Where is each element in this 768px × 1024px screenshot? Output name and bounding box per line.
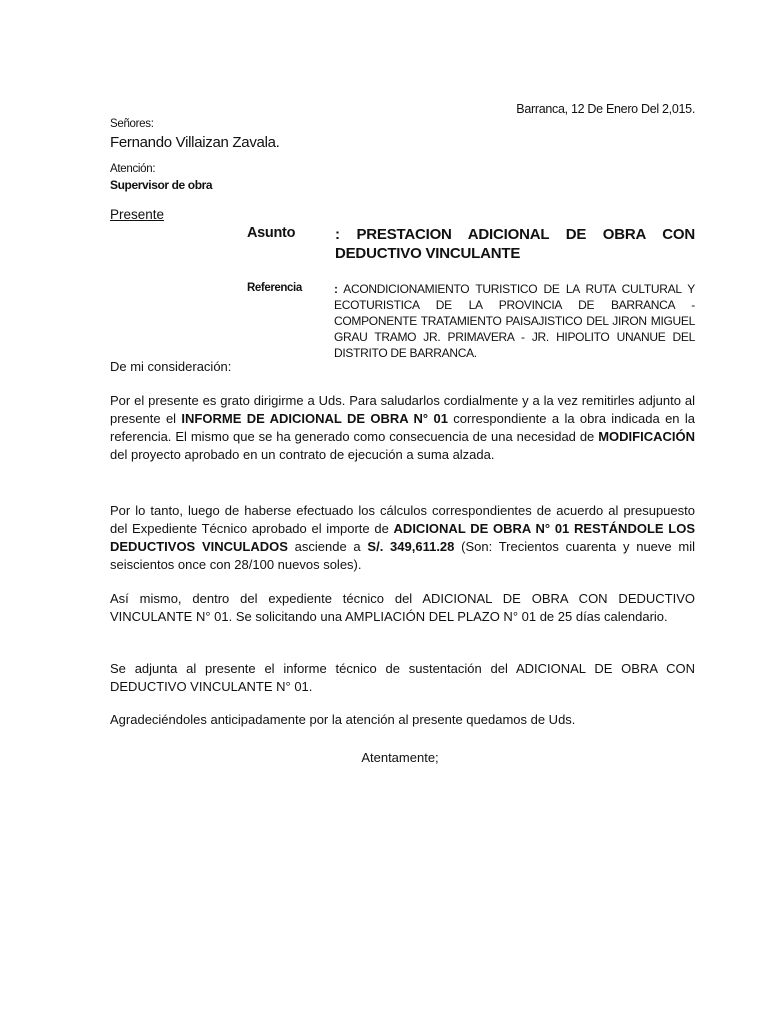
greeting: De mi consideración: bbox=[110, 359, 232, 374]
attention-role: Supervisor de obra bbox=[110, 178, 213, 192]
paragraph-2 bbox=[110, 502, 695, 574]
paragraph-2-bold-adicional: ADICIONAL DE OBRA N° 01 RESTÁNDOLE LOS DEDUCTIVOS VINCULADOS bbox=[110, 521, 695, 554]
paragraph-2-text-e: (Son: Trecientos cuarenta y nueve mil seiscientos once con 28/100 nuevos soles). bbox=[110, 539, 695, 572]
paragraph-5: Agradeciéndoles anticipadamente por la atención al presente quedamos de Uds. bbox=[110, 712, 576, 727]
reference-text: ACONDICIONAMIENTO TURISTICO DE LA RUTA CULTURAL Y ECOTURISTICA DE LA PROVINCIA DE BARRANCA - COMPONENTE TRATAMIENTO PAISAJISTICO DEL JIRON MIGUEL GRAU TRAMO JR. PRIMAVERA - JR. HIPOLITO UNANUE DEL DISTRITO DE BARRANCA. bbox=[334, 282, 696, 360]
salutation-label: Señores: bbox=[110, 118, 154, 130]
paragraph-1-text-c: correspondiente a la obra indicada en la referencia. El mismo que se ha generado como consecuencia de una necesidad de bbox=[110, 411, 695, 444]
subject-text: : PRESTACION ADICIONAL DE OBRA CON DEDUCTIVO VINCULANTE bbox=[335, 226, 695, 262]
paragraph-2-bold-amount: S/. 349,611.28 bbox=[367, 539, 455, 554]
closing-line: Atentamente; bbox=[361, 750, 439, 765]
presente-line: Presente bbox=[110, 207, 165, 222]
paragraph-2-text-a: Por lo tanto, luego de haberse efectuado los cálculos correspondientes de acuerdo al presupuesto del Expediente Técnico aprobado el importe de bbox=[110, 503, 695, 536]
date-line: Barranca, 12 De Enero Del 2,015. bbox=[516, 102, 695, 116]
paragraph-1-text-a: Por el presente es grato dirigirme a Uds. Para saludarlos cordialmente y a la vez remitirles adjunto al presente el bbox=[110, 393, 695, 426]
reference-label: Referencia bbox=[247, 282, 302, 294]
reference-colon: : bbox=[334, 282, 338, 296]
paragraph-1-bold-report: INFORME DE ADICIONAL DE OBRA N° 01 bbox=[181, 411, 448, 426]
paragraph-2-text-c: asciende a bbox=[287, 539, 368, 554]
paragraph-3: Así mismo, dentro del expediente técnico del ADICIONAL DE OBRA CON DEDUCTIVO VINCULANTE N° 01. Se solicitando una AMPLIACIÓN DEL PLAZO N° 01 de 25 días calendario. bbox=[110, 591, 695, 624]
subject-label: Asunto bbox=[247, 225, 296, 241]
paragraph-1-text-e: del proyecto aprobado en un contrato de ejecución a suma alzada. bbox=[110, 447, 495, 462]
reference-block bbox=[334, 281, 695, 361]
paragraph-4: Se adjunta al presente el informe técnico de sustentación del ADICIONAL DE OBRA CON DEDUCTIVO VINCULANTE N° 01. bbox=[110, 661, 695, 694]
recipient-name: Fernando Villaizan Zavala. bbox=[110, 134, 280, 151]
attention-label: Atención: bbox=[110, 163, 156, 175]
paragraph-1 bbox=[110, 392, 695, 464]
paragraph-1-bold-modificacion: MODIFICACIÓN bbox=[598, 429, 695, 444]
